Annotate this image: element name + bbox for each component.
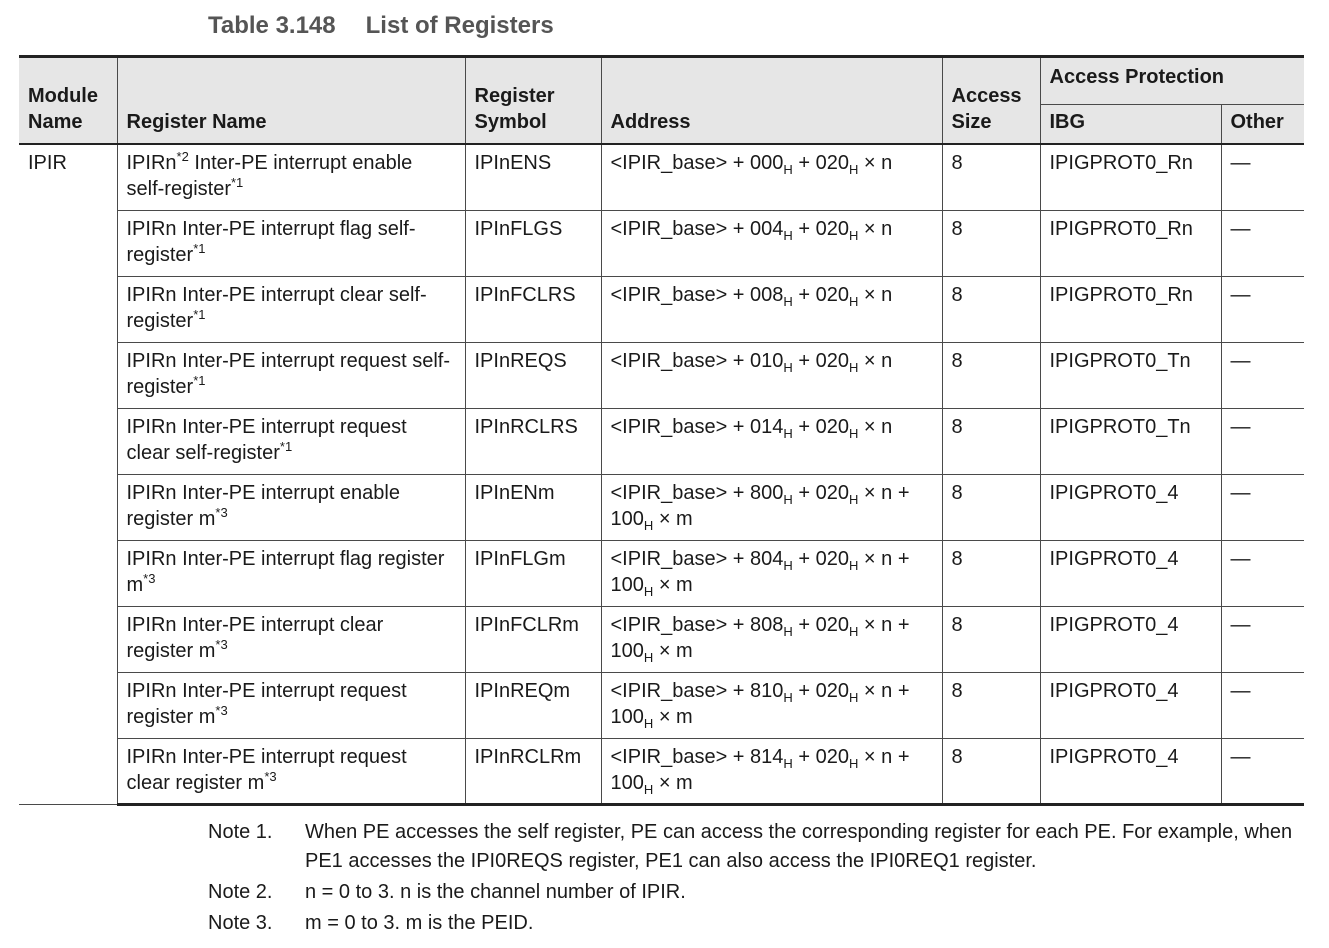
hex-suffix: H	[783, 359, 793, 375]
access-size-cell: 8	[942, 672, 1040, 738]
hex-suffix: H	[848, 689, 859, 705]
other-cell: —	[1221, 144, 1304, 210]
address-offset: 808	[750, 613, 784, 636]
hex-suffix: H	[848, 293, 859, 309]
register-name-prefix: IPIRn	[126, 283, 177, 306]
other-cell: —	[1221, 342, 1304, 408]
ibg-cell: IPIGPROT0_4	[1040, 606, 1221, 672]
hex-suffix: H	[643, 649, 654, 665]
other-cell: —	[1221, 540, 1304, 606]
register-name-prefix: IPIRn	[126, 415, 177, 438]
hex-suffix: H	[783, 227, 793, 243]
register-name-text: Inter-PE interrupt flag self-register	[126, 217, 416, 266]
header-access-size: Access Size	[942, 57, 1040, 145]
note-label: Note 3.	[208, 912, 273, 934]
address-tail: × n	[858, 217, 893, 240]
register-name-prefix: IPIRn	[126, 679, 177, 702]
table-body	[19, 144, 1304, 804]
register-name-prefix: IPIRn	[126, 745, 177, 768]
register-symbol-cell: IPInFCLRm	[465, 606, 601, 672]
register-name-prefix: IPIRn	[126, 547, 177, 570]
register-name-text: Inter-PE interrupt request clear self-register	[126, 415, 407, 464]
header-other: Other	[1221, 105, 1304, 145]
register-symbol-cell: IPInFLGS	[465, 210, 601, 276]
table-row	[19, 210, 1304, 276]
address-cell: <IPIR_base> + $008_H + 020_H \times n$	[601, 276, 942, 342]
ibg-cell: IPIGPROT0_Rn	[1040, 210, 1221, 276]
hex-suffix: H	[848, 557, 859, 573]
note-text: When PE accesses the self register, PE can access the corresponding register for each PE. For example, when PE1 accesses the IPI0REQS register, PE1 can also access the IPI0REQ1 register.	[305, 821, 1293, 872]
address-base: <IPIR_base> +	[610, 613, 751, 636]
register-name-cell	[117, 408, 465, 474]
table-row	[19, 606, 1304, 672]
table-row	[19, 408, 1304, 474]
other-cell: —	[1221, 276, 1304, 342]
register-name-text: Inter-PE interrupt request self-register	[126, 349, 450, 398]
access-size-cell: 8	[942, 210, 1040, 276]
note-text: m = 0 to 3. m is the PEID.	[305, 912, 534, 934]
register-name-prefix: IPIRn	[126, 481, 177, 504]
address-tail: × n +	[858, 481, 910, 504]
address-base: <IPIR_base> +	[610, 481, 751, 504]
address-base: <IPIR_base> +	[610, 283, 751, 306]
address-m-step: 100	[610, 507, 644, 530]
footnote-mark: *1	[193, 306, 206, 322]
register-symbol-cell: IPInREQm	[465, 672, 601, 738]
address-tail: × n +	[858, 547, 910, 570]
ibg-cell: IPIGPROT0_4	[1040, 672, 1221, 738]
access-size-cell: 8	[942, 276, 1040, 342]
header-register-name: Register Name	[117, 57, 465, 145]
address-tail: × n	[858, 415, 893, 438]
address-base: <IPIR_base> +	[610, 349, 751, 372]
access-size-cell: 8	[942, 408, 1040, 474]
address-m-step: 100	[610, 639, 644, 662]
access-size-cell: 8	[942, 144, 1040, 210]
table-row	[19, 474, 1304, 540]
address-cell: <IPIR_base> + $800_H + 020_H \times n + 100_H \times m$	[601, 474, 942, 540]
footnote-mark: *1	[279, 438, 293, 454]
other-cell: —	[1221, 738, 1304, 804]
table-number: Table 3.148	[208, 12, 336, 39]
address-base: <IPIR_base> +	[610, 217, 751, 240]
note-3	[208, 909, 1308, 938]
address-step: 020	[815, 283, 849, 306]
table-header	[19, 57, 1304, 145]
register-symbol-cell: IPInFLGm	[465, 540, 601, 606]
address-base: <IPIR_base> +	[610, 679, 751, 702]
hex-suffix: H	[848, 425, 859, 441]
register-name-text: Inter-PE interrupt clear register m	[126, 613, 384, 662]
address-cell: <IPIR_base> + $014_H + 020_H \times n$	[601, 408, 942, 474]
table-caption	[208, 12, 554, 40]
table-row	[19, 540, 1304, 606]
hex-suffix: H	[783, 491, 793, 507]
address-cell: <IPIR_base> + $004_H + 020_H \times n$	[601, 210, 942, 276]
address-cell: <IPIR_base> + $804_H + 020_H \times n + 100_H \times m$	[601, 540, 942, 606]
register-name-text: Inter-PE interrupt request clear register m	[126, 745, 407, 794]
address-m-step: 100	[610, 771, 644, 794]
address-step: 020	[815, 415, 849, 438]
hex-suffix: H	[783, 557, 793, 573]
other-cell: —	[1221, 672, 1304, 738]
address-step: 020	[815, 745, 849, 768]
address-step: 020	[815, 679, 849, 702]
address-step: 020	[815, 481, 849, 504]
register-name-cell	[117, 276, 465, 342]
register-name-cell	[117, 672, 465, 738]
hex-suffix: H	[643, 781, 654, 797]
hex-suffix: H	[848, 227, 859, 243]
address-m: × m	[653, 573, 693, 596]
register-name-text: Inter-PE interrupt clear self-register	[126, 283, 427, 332]
footnote-mark: *3	[215, 702, 228, 718]
table-row	[19, 672, 1304, 738]
register-name-text: Inter-PE interrupt request register m	[126, 679, 407, 728]
address-offset: 010	[750, 349, 784, 372]
address-step: 020	[815, 547, 849, 570]
ibg-cell: IPIGPROT0_4	[1040, 474, 1221, 540]
header-register-symbol: Register Symbol	[465, 57, 601, 145]
hex-suffix: H	[848, 359, 859, 375]
register-symbol-cell: IPInRCLRm	[465, 738, 601, 804]
note-1	[208, 818, 1308, 876]
register-name-cell	[117, 540, 465, 606]
hex-suffix: H	[783, 689, 793, 705]
table-row	[19, 342, 1304, 408]
note-text: n = 0 to 3. n is the channel number of IPIR.	[305, 881, 686, 903]
other-cell: —	[1221, 474, 1304, 540]
footnote-mark: *1	[230, 175, 244, 190]
register-name-prefix: IPIRn	[126, 349, 177, 372]
table-row	[19, 738, 1304, 804]
register-symbol-cell: IPInENS	[465, 144, 601, 210]
ibg-cell: IPIGPROT0_4	[1040, 738, 1221, 804]
address-tail: × n +	[858, 613, 910, 636]
address-step: 020	[815, 152, 849, 174]
register-name-cell	[117, 738, 465, 804]
note-label: Note 1.	[208, 821, 273, 843]
register-name-prefix: IPIRn	[126, 613, 177, 636]
hex-suffix: H	[848, 491, 859, 507]
module-name-cell: IPIR	[19, 144, 117, 804]
hex-suffix: H	[783, 425, 793, 441]
address-base: <IPIR_base> +	[610, 547, 751, 570]
register-name-cell	[117, 342, 465, 408]
register-symbol-cell: IPInREQS	[465, 342, 601, 408]
address-tail: × n	[858, 349, 893, 372]
address-offset: 014	[750, 415, 784, 438]
register-symbol-cell: IPInENm	[465, 474, 601, 540]
register-name-text: Inter-PE interrupt enable self-register	[126, 152, 413, 200]
address-offset: 804	[750, 547, 784, 570]
address-base: <IPIR_base> +	[610, 152, 751, 174]
address-m: × m	[653, 705, 693, 728]
address-tail: × n	[858, 152, 893, 174]
ibg-cell: IPIGPROT0_Rn	[1040, 276, 1221, 342]
other-cell: —	[1221, 408, 1304, 474]
header-module-name: Module Name	[19, 57, 117, 145]
notes-section	[208, 818, 1308, 940]
hex-suffix: H	[643, 517, 654, 533]
access-size-cell: 8	[942, 606, 1040, 672]
register-name-cell	[117, 606, 465, 672]
table-row	[19, 276, 1304, 342]
address-m-step: 100	[610, 573, 644, 596]
register-name-prefix: IPIRn	[126, 152, 177, 174]
note-label: Note 2.	[208, 881, 273, 903]
hex-suffix: H	[783, 293, 793, 309]
address-m: × m	[653, 771, 693, 794]
ibg-cell: IPIGPROT0_4	[1040, 540, 1221, 606]
address-tail: × n +	[858, 679, 910, 702]
register-name-text: Inter-PE interrupt enable register m	[126, 481, 400, 530]
register-table	[19, 55, 1304, 806]
ibg-cell: IPIGPROT0_Tn	[1040, 408, 1221, 474]
address-base: <IPIR_base> +	[610, 415, 751, 438]
address-offset: 800	[750, 481, 784, 504]
footnote-mark: *3	[215, 636, 228, 652]
footnote-mark: *3	[143, 570, 156, 586]
footnote-mark: *2	[176, 149, 189, 164]
access-size-cell: 8	[942, 738, 1040, 804]
hex-suffix: H	[643, 715, 654, 731]
register-name-text: Inter-PE interrupt flag register m	[126, 547, 445, 596]
hex-suffix: H	[643, 583, 654, 599]
hex-suffix: H	[783, 623, 793, 639]
hex-suffix: H	[848, 623, 859, 639]
hex-suffix: H	[848, 755, 859, 771]
other-cell: —	[1221, 210, 1304, 276]
register-name-cell	[117, 144, 465, 210]
address-cell: <IPIR_base> + $000_H + 020_H \times n$	[601, 144, 942, 210]
hex-suffix: H	[783, 162, 793, 177]
address-m-step: 100	[610, 705, 644, 728]
ibg-cell: IPIGPROT0_Tn	[1040, 342, 1221, 408]
address-base: <IPIR_base> +	[610, 745, 751, 768]
address-offset: 004	[750, 217, 784, 240]
address-offset: 814	[750, 745, 784, 768]
access-size-cell: 8	[942, 474, 1040, 540]
register-symbol-cell: IPInFCLRS	[465, 276, 601, 342]
register-name-prefix: IPIRn	[126, 217, 177, 240]
address-tail: × n	[858, 283, 893, 306]
header-ibg: IBG	[1040, 105, 1221, 145]
header-address: Address	[601, 57, 942, 145]
address-cell: <IPIR_base> + $808_H + 020_H \times n + 100_H \times m$	[601, 606, 942, 672]
address-offset: 008	[750, 283, 784, 306]
hex-suffix: H	[783, 755, 793, 771]
note-2	[208, 878, 1308, 907]
register-name-cell	[117, 474, 465, 540]
footnote-mark: *3	[264, 768, 277, 784]
address-m: × m	[653, 639, 693, 662]
access-size-cell: 8	[942, 342, 1040, 408]
table-row	[19, 144, 1304, 210]
other-cell: —	[1221, 606, 1304, 672]
address-offset: 810	[750, 679, 784, 702]
footnote-mark: *1	[193, 372, 206, 388]
address-cell: <IPIR_base> + $810_H + 020_H \times n + 100_H \times m$	[601, 672, 942, 738]
footnote-mark: *3	[215, 504, 228, 520]
address-cell: <IPIR_base> + $010_H + 020_H \times n$	[601, 342, 942, 408]
address-step: 020	[815, 613, 849, 636]
table-title: List of Registers	[365, 12, 554, 39]
register-name-cell	[117, 210, 465, 276]
hex-suffix: H	[848, 162, 859, 177]
access-size-cell: 8	[942, 540, 1040, 606]
address-offset: 000	[750, 152, 784, 174]
ibg-cell: IPIGPROT0_Rn	[1040, 144, 1221, 210]
address-m: × m	[653, 507, 693, 530]
footnote-mark: *1	[193, 240, 206, 256]
address-step: 020	[815, 349, 849, 372]
address-tail: × n +	[858, 745, 910, 768]
register-symbol-cell: IPInRCLRS	[465, 408, 601, 474]
header-access-protection: Access Protection	[1040, 57, 1304, 105]
address-cell: <IPIR_base> + $814_H + 020_H \times n + 100_H \times m$	[601, 738, 942, 804]
address-step: 020	[815, 217, 849, 240]
